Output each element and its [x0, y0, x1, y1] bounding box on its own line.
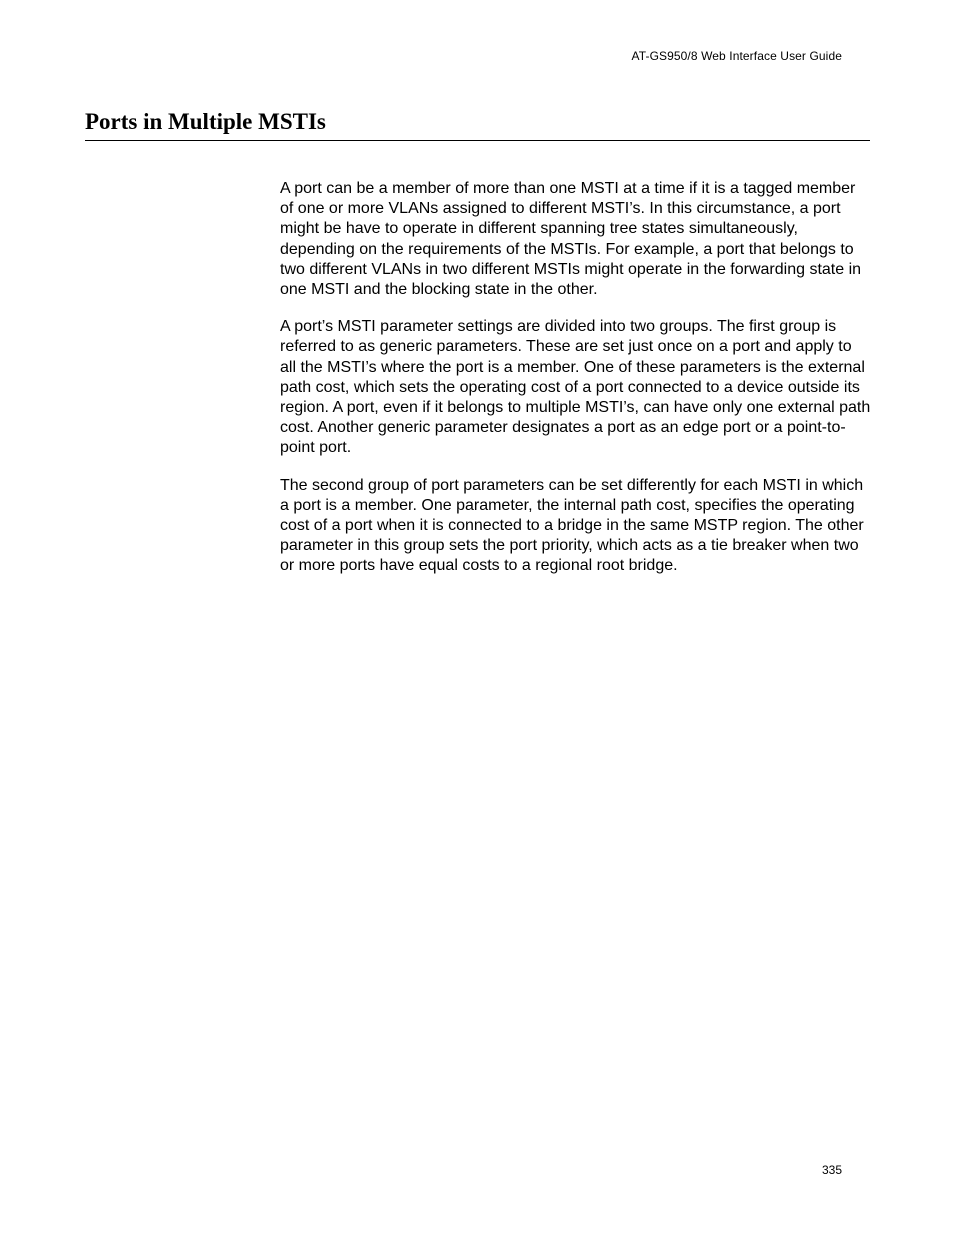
- section-title: Ports in Multiple MSTIs: [85, 109, 326, 134]
- paragraph: The second group of port parameters can be set differently for each MSTI in which a port is a member. One parameter, the internal path cost, specifies the operating cost of a port when it is connected to a bridge in the same MSTP region. The other parameter in this group sets the port priority, which acts as a tie breaker when two or more ports have equal costs to a regional root bridge.: [280, 476, 864, 575]
- paragraph: A port can be a member of more than one MSTI at a time if it is a tagged member of one or more VLANs assigned to different MSTI’s. In this circumstance, a port might be have to operate in different spanning tree states simultaneously, depending on the requirements of the MSTIs. For example, a port that belongs to two different VLANs in two different MSTIs might operate in the forwarding state in one MSTI and the blocking state in the other.: [280, 180, 862, 299]
- paragraph: A port’s MSTI parameter settings are divided into two groups. The first group is referred to as generic parameters. These are set just once on a port and apply to all the MSTI’s where the port is a member. One of these parameters is the external path cost, which sets the operating cost of a port connected to a device outside its region. A port, even if it belongs to multiple MSTI’s, can have only one external path cost. Another generic parameter designates a port as an edge port or a point-to-point port.: [280, 318, 871, 457]
- running-header: AT-GS950/8 Web Interface User Guide: [631, 49, 842, 63]
- page-number: 335: [821, 1163, 842, 1177]
- body-text: [280, 179, 872, 594]
- title-rule: [85, 140, 870, 141]
